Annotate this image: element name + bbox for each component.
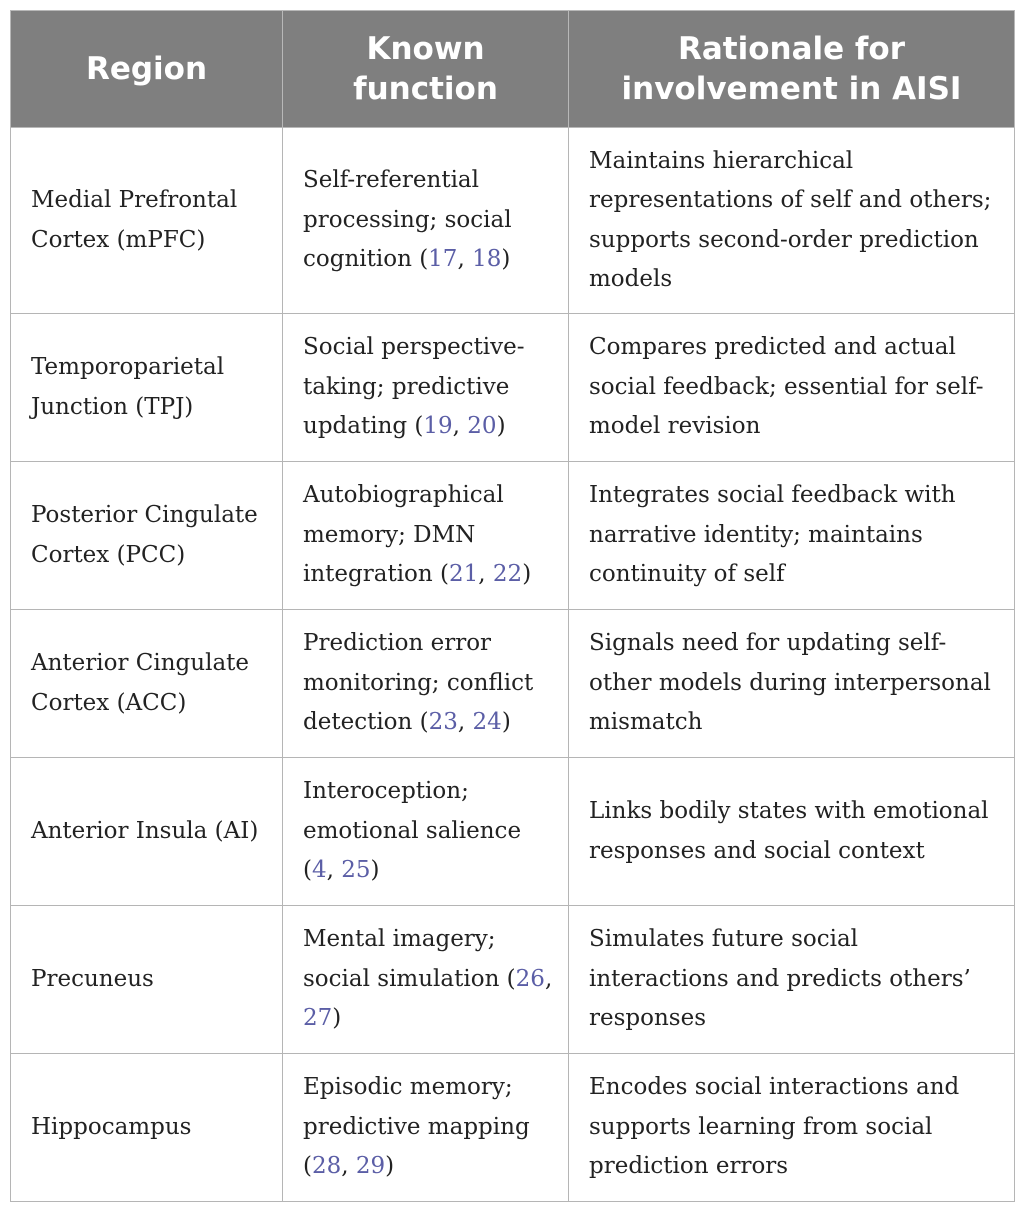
function-text: Episodic memory; predictive mapping ( (303, 1074, 530, 1180)
reference-link[interactable]: 20 (467, 413, 497, 440)
cell-region: Anterior Insula (AI) (11, 758, 283, 906)
reference-separator: , (326, 857, 342, 884)
header-known-function: Known function (283, 11, 569, 128)
header-row (11, 11, 1015, 128)
close-paren: ) (501, 709, 511, 736)
reference-link[interactable]: 18 (472, 246, 502, 273)
table-row (11, 758, 1015, 906)
cell-region: Precuneus (11, 906, 283, 1054)
header-region: Region (11, 11, 283, 128)
cell-rationale: Integrates social feedback with narrative identity; maintains continuity of self (569, 462, 1015, 610)
close-paren: ) (522, 561, 532, 588)
function-text: Prediction error monitoring; conflict detection ( (303, 630, 534, 736)
close-paren: ) (370, 857, 380, 884)
reference-link[interactable]: 28 (311, 1153, 342, 1180)
table-row (11, 314, 1015, 462)
table-row (11, 610, 1015, 758)
cell-rationale: Compares predicted and actual social feedback; essential for self-model revision (569, 314, 1015, 462)
cell-known-function (283, 314, 569, 462)
reference-link[interactable]: 29 (355, 1153, 386, 1180)
cell-known-function (283, 128, 569, 314)
reference-separator: , (341, 1153, 356, 1180)
reference-separator: , (452, 413, 468, 440)
reference-separator: , (478, 561, 493, 588)
close-paren: ) (501, 246, 511, 273)
reference-link[interactable]: 17 (428, 246, 458, 273)
table-body (11, 128, 1015, 1202)
function-text: Autobiographical memory; DMN integration ( (303, 482, 504, 588)
reference-link[interactable]: 19 (423, 413, 453, 440)
cell-known-function (283, 758, 569, 906)
function-text: Mental imagery; social simulation ( (303, 926, 516, 992)
cell-known-function (283, 1054, 569, 1202)
reference-link[interactable]: 26 (515, 965, 545, 992)
cell-region: Anterior Cingulate Cortex (ACC) (11, 610, 283, 758)
table-row (11, 128, 1015, 314)
cell-rationale: Simulates future social interactions and predicts others’ responses (569, 906, 1015, 1054)
cell-rationale: Links bodily states with emotional responses and social context (569, 758, 1015, 906)
cell-region: Medial Prefrontal Cortex (mPFC) (11, 128, 283, 314)
cell-rationale: Encodes social interactions and supports learning from social prediction errors (569, 1054, 1015, 1202)
cell-region: Temporoparietal Junction (TPJ) (11, 314, 283, 462)
table-row (11, 1054, 1015, 1202)
reference-link[interactable]: 25 (341, 857, 371, 884)
function-text: Self-referential processing; social cognition ( (303, 167, 512, 273)
reference-link[interactable]: 23 (428, 709, 458, 736)
cell-region: Posterior Cingulate Cortex (PCC) (11, 462, 283, 610)
reference-separator: , (544, 965, 553, 992)
function-text: Social perspective-taking; predictive updating ( (303, 334, 525, 440)
table-row (11, 462, 1015, 610)
cell-known-function (283, 906, 569, 1054)
cell-rationale: Signals need for updating self-other models during interpersonal mismatch (569, 610, 1015, 758)
function-text: Interoception; emotional salience ( (303, 778, 522, 884)
reference-link[interactable]: 21 (449, 561, 479, 588)
close-paren: ) (385, 1153, 395, 1180)
cell-rationale: Maintains hierarchical representations of self and others; supports second-order prediction models (569, 128, 1015, 314)
reference-link[interactable]: 27 (303, 1005, 333, 1032)
cell-known-function (283, 462, 569, 610)
close-paren: ) (496, 413, 506, 440)
close-paren: ) (332, 1005, 342, 1032)
cell-region: Hippocampus (11, 1054, 283, 1202)
brain-regions-table (10, 10, 1015, 1202)
reference-separator: , (457, 709, 473, 736)
cell-known-function (283, 610, 569, 758)
brain-regions-table-container (10, 10, 1014, 1202)
header-rationale: Rationale for involvement in AISI (569, 11, 1015, 128)
table-row (11, 906, 1015, 1054)
reference-link[interactable]: 22 (492, 561, 523, 588)
reference-link[interactable]: 24 (472, 709, 502, 736)
table-header (11, 11, 1015, 128)
reference-link[interactable]: 4 (311, 857, 327, 884)
reference-separator: , (457, 246, 473, 273)
